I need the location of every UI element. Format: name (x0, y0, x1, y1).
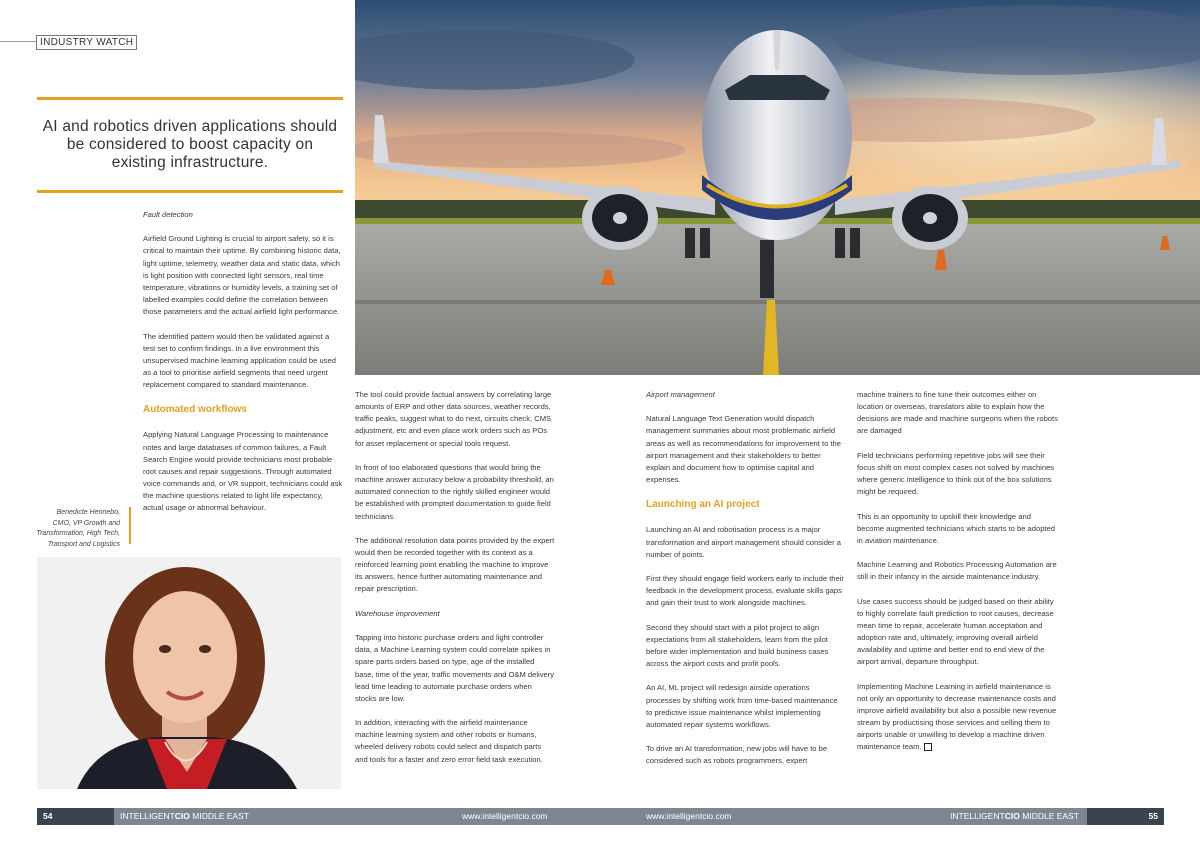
paragraph: The tool could provide factual answers by correlating large amounts of ERP and other data sources, weather records, traffic peaks, suggest what to do next, circuits check, CMS adjustment, etc and even place work orders such as POs for asset replacement or special tools request. (355, 390, 552, 448)
footer-bar-left (114, 808, 600, 825)
paragraph: machine trainers to fine tune their outcomes either on location or overseas, translators able to explain how the decisions are made and machine surgeons when the robots are damaged (857, 390, 1058, 436)
url-left[interactable]: www.intelligentcio.com (462, 811, 548, 821)
paragraph: Second they should start with a pilot project to align expectations from all stakeholders, learn from the pilot before wider implementation and build business cases across the airport costs and profit pools. (646, 622, 829, 669)
quote-rule-bottom (37, 190, 343, 193)
heading-automated-workflows: Automated workflows (143, 404, 247, 416)
quote-rule-top (37, 97, 343, 100)
url-right[interactable]: www.intelligentcio.com (646, 811, 732, 821)
caption-accent-bar (129, 507, 131, 544)
portrait-caption (30, 508, 120, 550)
paragraph: To drive an AI transformation, new jobs will have to be considered such as robots programmers, expert (646, 744, 828, 766)
paragraph: Implementing Machine Learning in airfield maintenance is not only an opportunity to decrease maintenance costs and improve airfield availability but also a possible new revenue stream by productising those services and selling them to airports unable or unwilling to develop a machine driven maintenance team. (857, 681, 1057, 752)
paragraph: Airfield Ground Lighting is crucial to airport safety, so it is critical to maintain their uptime. By combining historic data, light uptime, telemetry, weather data and static data, which is light position with connected light sensors, real time temperature, vibrations or humidity levels, a training set of labelled examples could define the correlation between those parameters and the actual airfield light performance. (143, 234, 341, 317)
subhead-fault-detection: Fault detection (143, 210, 193, 219)
end-mark-icon (924, 743, 932, 751)
column-4 (857, 389, 1059, 766)
paragraph: Machine Learning and Robotics Processing Automation are still in their infancy in the airside maintenance industry. (857, 560, 1057, 582)
page-number-left: 54 (37, 808, 114, 825)
caption-role: CMO, VP Growth and (52, 519, 120, 527)
paragraph: Tapping into historic purchase orders and light controller data, a Machine Learning system could correlate spikes in spare parts orders based on type, age of the installed base, time of the year, traffic movements and O&M delivery lead time leading to automate purchase orders when stocks are low. (355, 633, 555, 703)
caption-role: Transport and Logistics (47, 540, 120, 548)
paragraph: Field technicians performing repetitive jobs will see their focus shift on most complex cases not solved by machines where generic intelligence to think out of the box solutions might be required. (857, 450, 1055, 497)
paragraph: The additional resolution data points provided by the expert would then be recorded together with its context as a reinforced learning point enabling the machine to improve its answers, hence further automating maintenance and repair prescription. (355, 535, 555, 594)
paragraph: In addition, interacting with the airfield maintenance machine learning system and other robots or humans, wheeled delivery robots could select and dispatch parts and tools for a faster and zero error field task execution. (355, 718, 543, 764)
caption-name: Benedicte Hennebo, (56, 509, 120, 516)
brand-right: INTELLIGENTCIO MIDDLE EAST (950, 811, 1079, 821)
paragraph: Applying Natural Language Processing to maintenance notes and large databases of common failures, a Fault Search Engine would provide technicians most probable root causes and repair suggestions. Through automated voice commands and, or VR support, technicians could ask the machine questions related to light life expectancy, actual usage or abnormal behaviour. (143, 430, 343, 513)
footer-bar-right (600, 808, 1087, 825)
brand-left: INTELLIGENTCIO MIDDLE EAST (120, 811, 249, 821)
page-number-right: 55 (1087, 808, 1164, 825)
subhead-warehouse-improvement: Warehouse improvement (355, 608, 440, 618)
paragraph: In front of too elaborated questions that would bring the machine answer accuracy below a probability threshold, an automated connection to the rightly skilled engineer would be established with prompted documentation to guide field technicians. (355, 462, 554, 521)
portrait-photo (37, 557, 341, 789)
header-rule-left (0, 41, 36, 42)
heading-launching-ai-project: Launching an AI project (646, 499, 760, 511)
paragraph: Use cases success should be judged based on their ability to highly correlate fault prediction to root causes, decrease mean time to repair, accelerate human acceptation and adoption rate and, ultimately, improving overall airfield availability and uptime and better end to end view of the airport arrival, departure throughput. (857, 596, 1054, 667)
paragraph: Launching an AI and robotisation process is a major transformation and airport management should consider a number of points. (646, 525, 842, 559)
paragraph: This is an opportunity to upskill their knowledge and become augmented technicians which starts to be adopted in aviation maintenance. (857, 511, 1055, 545)
subhead-airport-management: Airport management (646, 390, 715, 399)
caption-role: Transformation, High Tech, (36, 530, 120, 537)
hero-airplane-image (355, 0, 1200, 375)
pull-quote: AI and robotics driven applications should be considered to boost capacity on existing infrastructure. (42, 118, 338, 171)
column-2 (355, 389, 555, 778)
section-tag-left: INDUSTRY WATCH (36, 35, 137, 50)
column-1 (143, 209, 343, 527)
paragraph: The identified pattern would then be validated against a test set to confirm findings. In a live environment this unsupervised machine learning application could be used as a tool to prioritise airfield segments that need urgent replacement compared to standard maintenance. (143, 331, 336, 390)
paragraph: An AI, ML project will redesign airside operations processes by shifting work from time-based maintenance to predictive issue maintenance whilst implementing automated repair systems workflows. (646, 683, 838, 729)
paragraph: Natural Language Text Generation would dispatch management summaries about most problematic airfield areas as well as recommendations for improvement to the airport management and their stakeholders to better explain and document how to optimise capital and expenses. (646, 414, 841, 485)
paragraph: First they should engage field workers early to include their feedback in the development process, evaluate skills gaps and gain their trust to work alongside machines. (646, 573, 844, 608)
column-3 (646, 389, 844, 780)
